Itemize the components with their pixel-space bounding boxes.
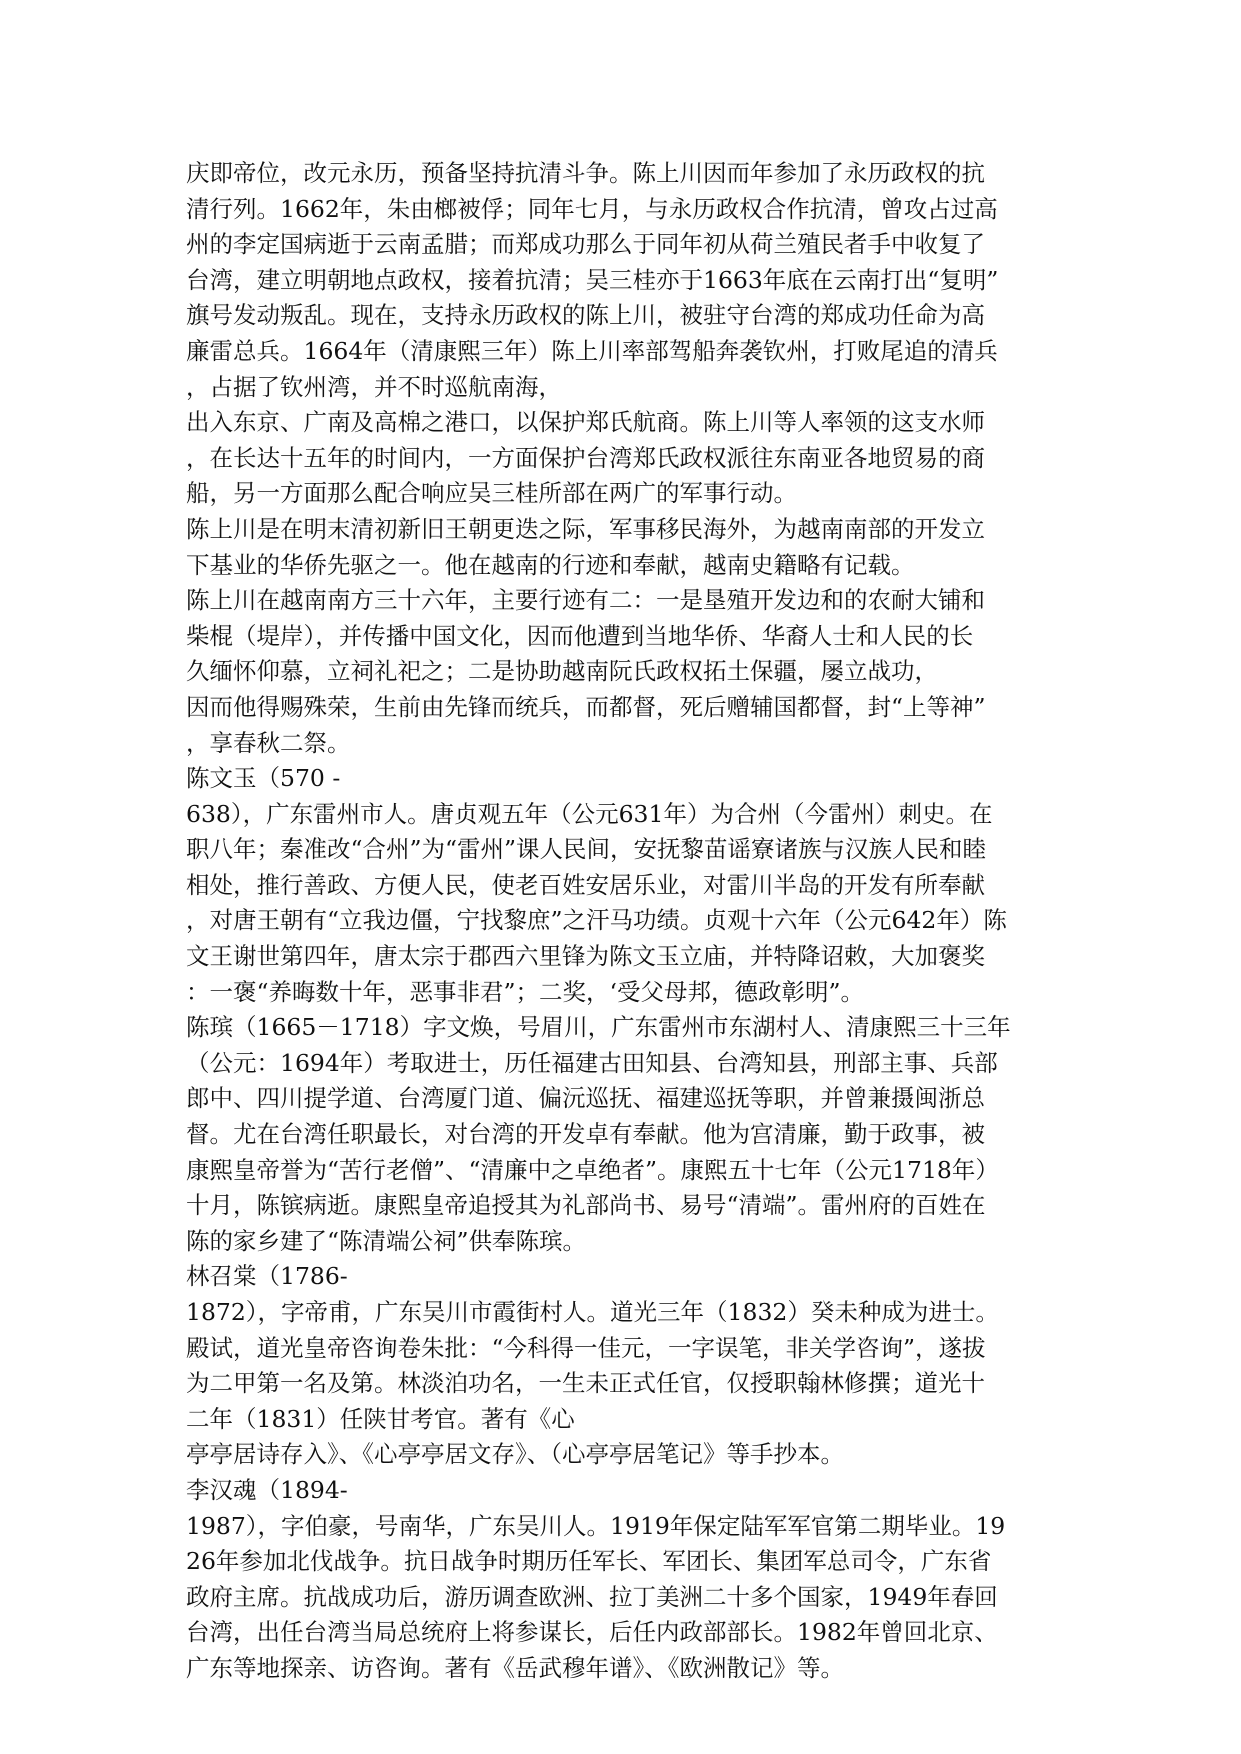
document-body: [186, 156, 1066, 1687]
text-line: 1872），字帝甫，广东吴川市霞街村人。道光三年（1832）癸未种成为进士。: [186, 1298, 999, 1326]
text-line: 因而他得赐殊荣，生前由先锋而统兵，而都督，死后赠辅国都督，封“上等神”: [186, 692, 986, 721]
text-line: 出入东京、广南及高棉之港口，以保护郑氏航商。陈上川等人率领的这支水师: [186, 408, 985, 437]
text-line: 久缅怀仰慕，立祠礼祀之；二是协助越南阮氏政权拓土保疆，屡立战功，: [186, 657, 938, 686]
text-line: 陈上川是在明末清初新旧王朝更迭之际，军事移民海外，为越南南部的开发立: [186, 514, 985, 543]
text-line: 林召棠（1786-: [186, 1262, 348, 1291]
text-line: 清行列。1662年，朱由榔被俘；同年七月，与永历政权合作抗清，曾攻占过高: [186, 194, 998, 223]
text-line: 陈上川在越南南方三十六年，主要行迹有二：一是垦殖开发边和的农耐大铺和: [186, 586, 985, 615]
text-line: 庆即帝位，改元永历，预备坚持抗清斗争。陈上川因而年参加了永历政权的抗: [186, 159, 985, 187]
text-line: ，享春秋二祭。: [186, 728, 351, 757]
text-line: 26年参加北伐战争。抗日战争时期历任军长、军团长、集团军总司令，广东省: [186, 1547, 992, 1576]
text-line: 陈的家乡建了“陈清端公祠”供奉陈瑸。: [186, 1226, 587, 1255]
text-line: 亭亭居诗存入》、《心亭亭居文存》、（心亭亭居笔记》等手抄本。: [186, 1440, 844, 1469]
text-line: 广东等地探亲、访咨询。著有《岳武穆年谱》、《欧洲散记》等。: [186, 1653, 844, 1682]
text-line: 旗号发动叛乱。现在，支持永历政权的陈上川，被驻守台湾的郑成功任命为高: [186, 301, 985, 330]
text-line: 下基业的华侨先驱之一。他在越南的行迹和奉献，越南史籍略有记载。: [186, 550, 915, 579]
text-line: 十月，陈镔病逝。康熙皇帝追授其为礼部尚书、易号“清端”。雷州府的百姓在: [186, 1191, 986, 1220]
text-line: 文王谢世第四年，唐太宗于郡西六里锋为陈文玉立庙，并特降诏敕，大加褒奖: [186, 942, 985, 971]
text-line: 督。尤在台湾任职最长，对台湾的开发卓有奉献。他为宫清廉，勤于政事，被: [186, 1120, 985, 1149]
text-line: 船，另一方面那么配合响应吴三桂所部在两广的军事行动。: [186, 479, 797, 508]
text-line: 相处，推行善政、方便人民，使老百姓安居乐业，对雷川半岛的开发有所奉献: [186, 870, 985, 899]
text-line: 为二甲第一名及第。林淡泊功名，一生未正式任官，仅授职翰林修撰；道光十: [186, 1369, 985, 1398]
text-line: ，占据了钦州湾，并不时巡航南海，: [186, 372, 562, 401]
text-line: 郎中、四川提学道、台湾厦门道、偏沅巡抚、福建巡抚等职，并曾兼摄闽浙总: [186, 1084, 985, 1113]
text-line: 政府主席。抗战成功后，游历调查欧洲、拉丁美洲二十多个国家，1949年春回: [186, 1582, 998, 1611]
text-line: 台湾，建立明朝地点政权，接着抗清；吴三桂亦于1663年底在云南打出“复明”: [186, 265, 999, 294]
text-line: 殿试，道光皇帝咨询卷朱批：“今科得一佳元，一字误笔，非关学咨询”，遂拔: [186, 1333, 986, 1362]
text-line: ，在长达十五年的时间内，一方面保护台湾郑氏政权派往东南亚各地贸易的商: [186, 443, 985, 472]
text-line: （公元：1694年）考取进士，历任福建古田知县、台湾知县，刑部主事、兵部: [186, 1048, 998, 1077]
text-line: 职八年；秦准改“合州”为“雷州”课人民间，安抚黎苗谣寮诸族与汉族人民和睦: [186, 835, 987, 864]
text-line: 廉雷总兵。1664年（清康熙三年）陈上川率部驾船奔袭钦州，打败尾追的清兵: [186, 336, 998, 365]
text-line: ：一褒“养晦数十年，恶事非君”；二奖，‘受父母邦，德政彰明”。: [186, 977, 865, 1006]
text-line: 1987），字伯豪，号南华，广东吴川人。1919年保定陆军军官第二期毕业。19: [186, 1511, 1006, 1540]
text-line: 台湾，出任台湾当局总统府上将参谋长，后任内政部部长。1982年曾回北京、: [186, 1618, 998, 1647]
text-line: 州的李定国病逝于云南孟腊；而郑成功那么于同年初从荷兰殖民者手中收复了: [186, 230, 985, 259]
text-line: 康熙皇帝誉为“苦行老僧”、“清廉中之卓绝者”。康熙五十七年（公元1718年）: [186, 1155, 999, 1184]
text-line: 陈文玉（570 -: [186, 764, 341, 793]
text-line: ，对唐王朝有“立我边僵，宁找黎庶”之汗马功绩。贞观十六年（公元642年）陈: [186, 906, 1007, 935]
text-line: 二年（1831）任陕甘考官。著有《心: [186, 1404, 575, 1433]
text-line: 陈瑸（1665－1718）字文焕，号眉川，广东雷州市东湖村人、清康熙三十三年: [186, 1013, 1011, 1042]
text-line: 李汉魂（1894-: [186, 1475, 348, 1504]
text-line: 柴棍（堤岸），并传播中国文化，因而他遭到当地华侨、华裔人士和人民的长: [186, 621, 974, 650]
text-line: 638），广东雷州市人。唐贞观五年（公元631年）为合州（今雷州）刺史。在: [186, 799, 993, 828]
